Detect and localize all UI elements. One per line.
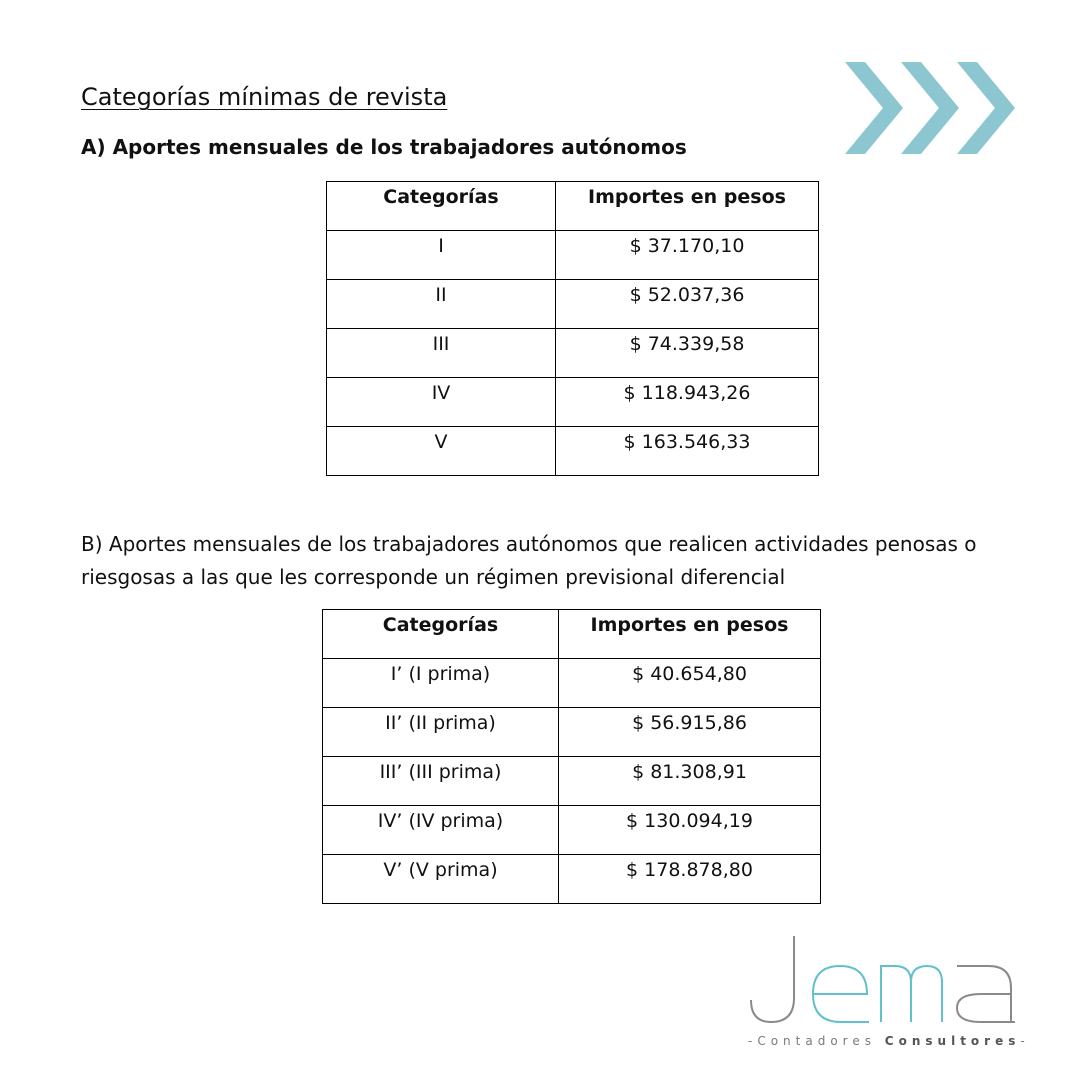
logo-caption-prefix: -Contadores: [748, 1034, 885, 1048]
triple-chevron-right-icon: [845, 62, 1020, 154]
category-cell: V: [327, 427, 556, 476]
column-header-categorias: Categorías: [323, 610, 559, 659]
section-b-heading: B) Aportes mensuales de los trabajadores autónomos que realicen actividades penosas o riesgosas a las que les corresponde un régimen previsional diferencial: [81, 532, 977, 589]
column-header-importes: Importes en pesos: [559, 610, 821, 659]
section-a-heading: A) Aportes mensuales de los trabajadores autónomos: [81, 135, 687, 159]
category-cell: II: [327, 280, 556, 329]
amount-cell: $ 163.546,33: [556, 427, 819, 476]
page-title: Categorías mínimas de revista: [81, 83, 448, 111]
jema-logo: [745, 930, 1025, 1030]
category-cell: IV: [327, 378, 556, 427]
table-row: [327, 280, 819, 329]
amount-cell: $ 37.170,10: [556, 231, 819, 280]
category-cell: II’ (II prima): [323, 708, 559, 757]
amount-cell: $ 40.654,80: [559, 659, 821, 708]
amount-cell: $ 81.308,91: [559, 757, 821, 806]
logo-caption: [748, 1034, 1030, 1048]
column-header-importes: Importes en pesos: [556, 182, 819, 231]
category-cell: I’ (I prima): [323, 659, 559, 708]
table-row: [323, 855, 821, 904]
table-header-row: [327, 182, 819, 231]
table-row: [323, 659, 821, 708]
column-header-categorias: Categorías: [327, 182, 556, 231]
amount-cell: $ 52.037,36: [556, 280, 819, 329]
amount-cell: $ 178.878,80: [559, 855, 821, 904]
table-row: [323, 757, 821, 806]
table-row: [323, 806, 821, 855]
logo-caption-suffix: -: [1020, 1034, 1030, 1048]
table-row: [327, 231, 819, 280]
amount-cell: $ 118.943,26: [556, 378, 819, 427]
category-cell: III’ (III prima): [323, 757, 559, 806]
category-cell: I: [327, 231, 556, 280]
table-row: [327, 378, 819, 427]
table-header-row: [323, 610, 821, 659]
logo-caption-bold: Consultores: [884, 1034, 1021, 1048]
category-cell: IV’ (IV prima): [323, 806, 559, 855]
amount-cell: $ 56.915,86: [559, 708, 821, 757]
amount-cell: $ 130.094,19: [559, 806, 821, 855]
table-autonomos: [326, 181, 819, 476]
amount-cell: $ 74.339,58: [556, 329, 819, 378]
category-cell: III: [327, 329, 556, 378]
category-cell: V’ (V prima): [323, 855, 559, 904]
table-row: [327, 427, 819, 476]
table-row: [323, 708, 821, 757]
table-autonomos-riesgosas: [322, 609, 821, 904]
table-row: [327, 329, 819, 378]
